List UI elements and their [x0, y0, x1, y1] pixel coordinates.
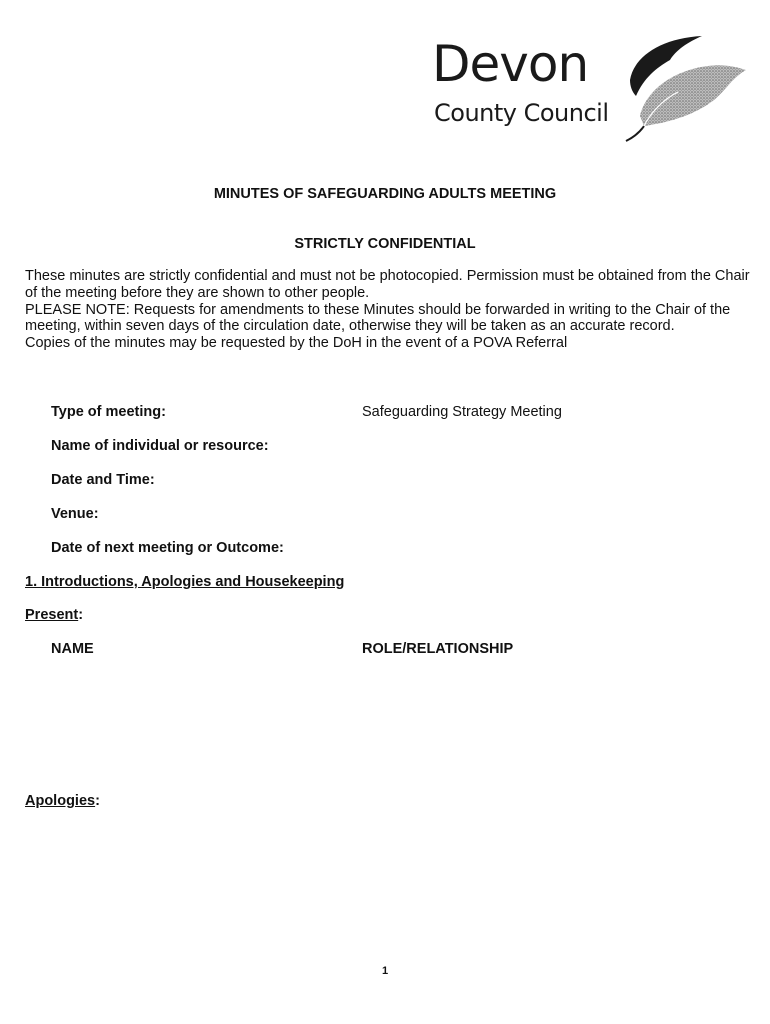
notice-paragraph: PLEASE NOTE: Requests for amendments to these Minutes should be forwarded in writing to the Chair of the meeting, within seven days of the circulation date, otherwise they will be taken as an accurate record.: [25, 301, 731, 335]
field-label-type-of-meeting: Type of meeting:: [51, 404, 166, 420]
field-label-individual-or-resource: Name of individual or resource:: [51, 438, 269, 454]
column-header-name: NAME: [51, 641, 94, 657]
notice-paragraph: Copies of the minutes may be requested by the DoH in the event of a POVA Referral: [25, 335, 568, 352]
confidentiality-notice: [25, 268, 750, 352]
page-number: 1: [381, 965, 389, 977]
devon-county-council-logo: [430, 34, 748, 142]
document-title: MINUTES OF SAFEGUARDING ADULTS MEETING: [213, 186, 557, 202]
field-value-type-of-meeting: Safeguarding Strategy Meeting: [362, 404, 562, 420]
confidentiality-heading: STRICTLY CONFIDENTIAL: [294, 236, 476, 252]
apologies-heading: [25, 792, 100, 810]
column-header-role: ROLE/RELATIONSHIP: [362, 641, 514, 657]
field-label-date-and-time: Date and Time:: [51, 472, 155, 488]
logo-text-county-council: County Council: [434, 99, 609, 127]
field-label-venue: Venue:: [51, 506, 99, 522]
present-label: Present: [25, 607, 79, 623]
field-label-next-meeting-or-outcome: Date of next meeting or Outcome:: [51, 540, 284, 556]
section-heading-introductions: 1. Introductions, Apologies and Housekeeping: [25, 574, 345, 590]
present-heading: [25, 606, 83, 624]
logo-text-devon: Devon: [432, 35, 589, 93]
leaf-icon: [622, 34, 748, 142]
present-colon: :: [78, 607, 84, 623]
apologies-colon: :: [95, 793, 100, 809]
notice-paragraph: These minutes are strictly confidential and must not be photocopied. Permission must be obtained from the Chair of the meeting before they are shown to other people.: [25, 268, 750, 301]
apologies-label: Apologies: [25, 793, 96, 809]
